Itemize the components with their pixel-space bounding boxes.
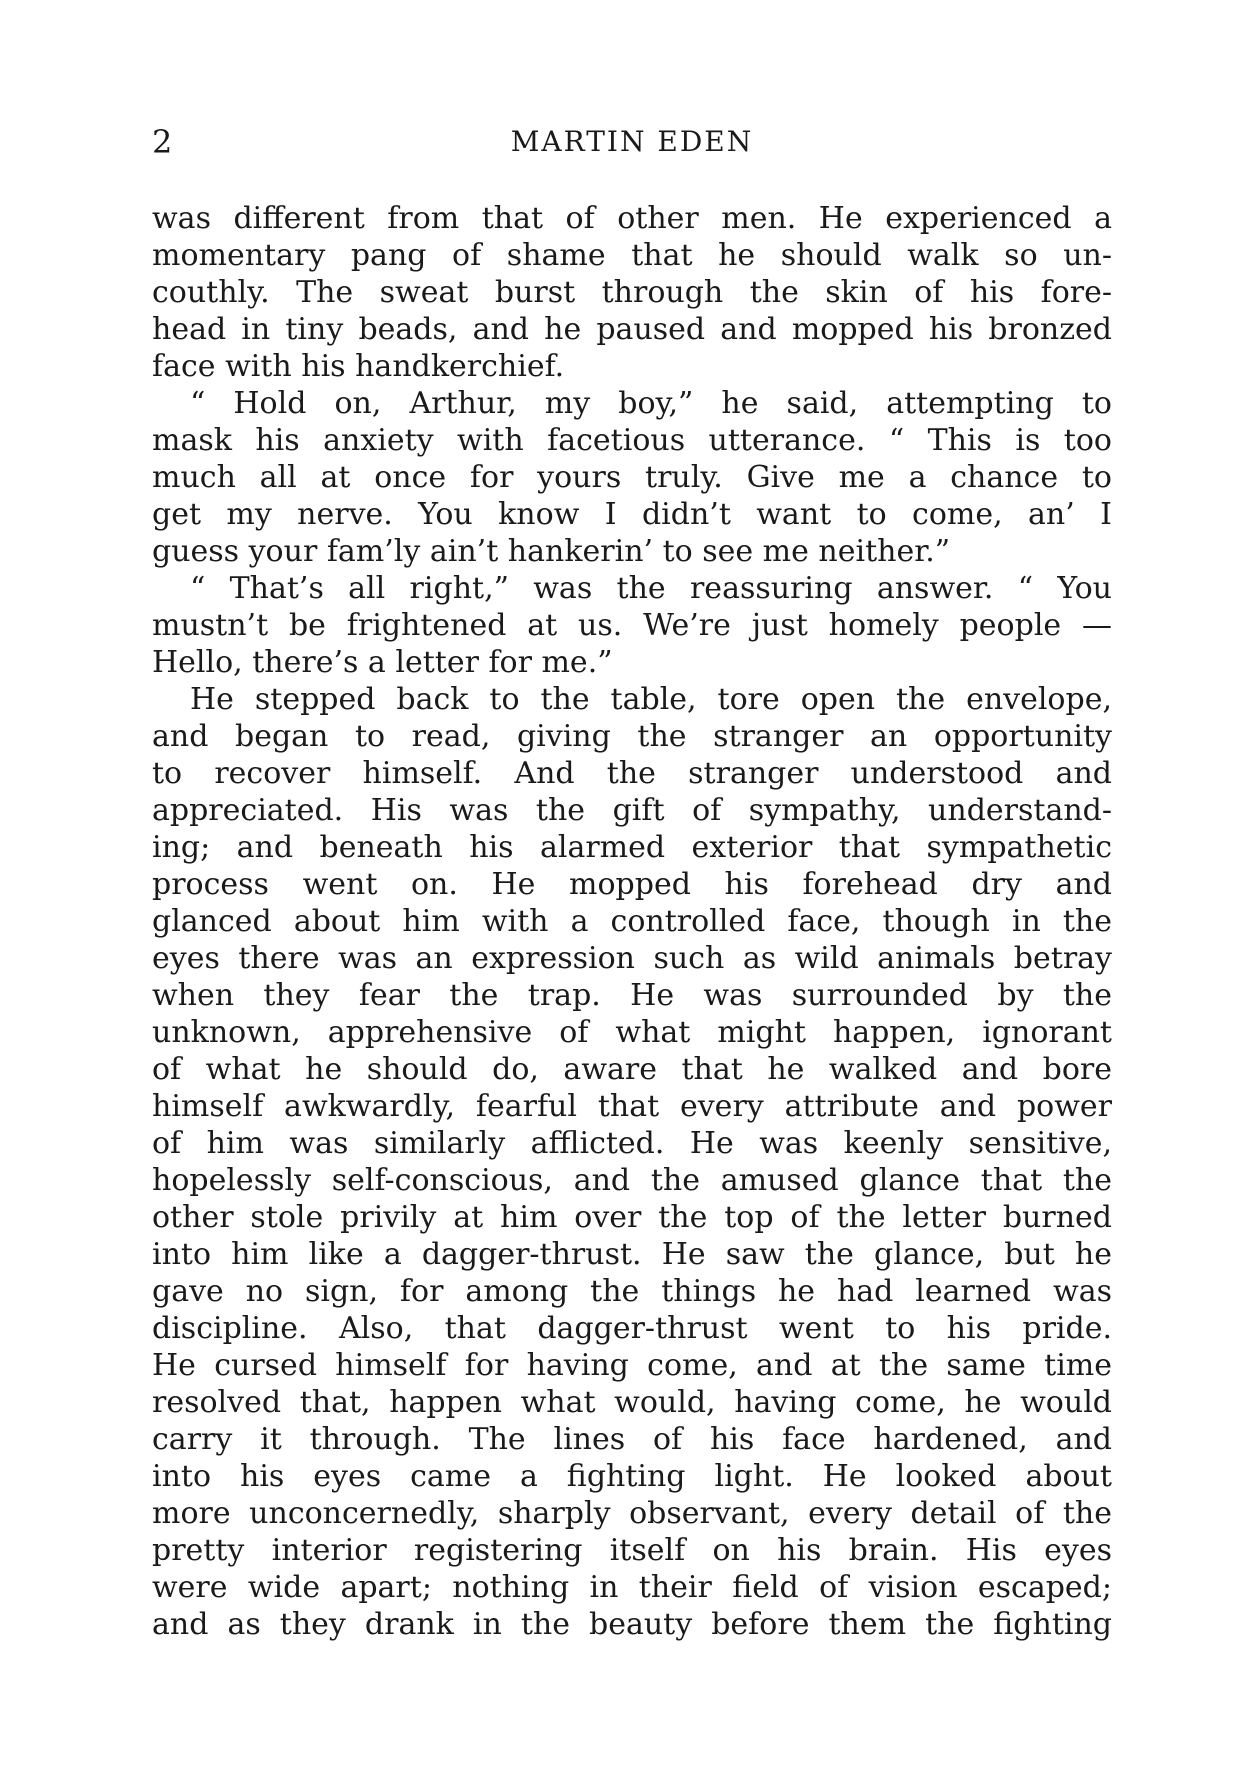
text-line: “ That’s all right,” was the reassuring answer. “ You <box>190 571 1112 606</box>
text-line: get my nerve. You know I didn’t want to come, an’ I <box>152 497 1112 532</box>
text-line: gave no sign, for among the things he had learned was <box>152 1274 1112 1309</box>
text-line: Hello, there’s a letter for me.” <box>152 645 613 680</box>
text-line: “ Hold on, Arthur, my boy,” he said, attempting to <box>190 386 1112 421</box>
text-line: discipline. Also, that dagger-thrust went to his pride. <box>152 1311 1112 1346</box>
text-line: couthly. The sweat burst through the skin of his fore- <box>152 275 1112 310</box>
text-line: were wide apart; nothing in their field of vision escaped; <box>152 1570 1112 1605</box>
text-line: into his eyes came a fighting light. He looked about <box>152 1459 1112 1494</box>
text-line: much all at once for yours truly. Give me a chance to <box>152 460 1112 495</box>
text-line: head in tiny beads, and he paused and mopped his bronzed <box>152 312 1112 347</box>
text-line: face with his handkerchief. <box>152 349 565 384</box>
text-line: was different from that of other men. He experienced a <box>152 201 1112 236</box>
text-line: eyes there was an expression such as wild animals betray <box>152 941 1112 976</box>
text-line: to recover himself. And the stranger understood and <box>152 756 1112 791</box>
text-line: process went on. He mopped his forehead dry and <box>152 867 1112 902</box>
text-line: glanced about him with a controlled face, though in the <box>152 904 1112 939</box>
text-line: He stepped back to the table, tore open the envelope, <box>190 682 1112 717</box>
text-line: other stole privily at him over the top of the letter burned <box>152 1200 1112 1235</box>
text-line: guess your fam’ly ain’t hankerin’ to see me neither.” <box>152 534 951 569</box>
text-line: himself awkwardly, fearful that every attribute and power <box>152 1089 1112 1124</box>
book-title: MARTIN EDEN <box>510 125 754 158</box>
running-head <box>152 120 1112 164</box>
text-line: appreciated. His was the gift of sympathy, understand- <box>152 793 1112 828</box>
text-line: more unconcernedly, sharply observant, every detail of the <box>152 1496 1112 1531</box>
text-line: mustn’t be frightened at us. We’re just homely people — <box>152 608 1112 643</box>
text-line: ing; and beneath his alarmed exterior that sympathetic <box>152 830 1112 865</box>
text-line: hopelessly self-conscious, and the amused glance that the <box>152 1163 1112 1198</box>
text-line: mask his anxiety with facetious utterance. “ This is too <box>152 423 1112 458</box>
text-body <box>152 200 1112 1643</box>
text-line: and began to read, giving the stranger an opportunity <box>152 719 1112 754</box>
text-line: and as they drank in the beauty before them the fighting <box>152 1607 1112 1642</box>
text-line: pretty interior registering itself on his brain. His eyes <box>152 1533 1112 1568</box>
page-number: 2 <box>152 123 173 161</box>
text-line: of him was similarly afflicted. He was keenly sensitive, <box>152 1126 1112 1161</box>
text-line: He cursed himself for having come, and at the same time <box>152 1348 1112 1383</box>
text-line: resolved that, happen what would, having come, he would <box>152 1385 1112 1420</box>
text-line: carry it through. The lines of his face hardened, and <box>152 1422 1112 1457</box>
text-line: unknown, apprehensive of what might happen, ignorant <box>152 1015 1112 1050</box>
text-line: of what he should do, aware that he walked and bore <box>152 1052 1112 1087</box>
text-line: momentary pang of shame that he should walk so un- <box>152 238 1112 273</box>
text-line: into him like a dagger-thrust. He saw the glance, but he <box>152 1237 1112 1272</box>
text-line: when they fear the trap. He was surrounded by the <box>152 978 1112 1013</box>
